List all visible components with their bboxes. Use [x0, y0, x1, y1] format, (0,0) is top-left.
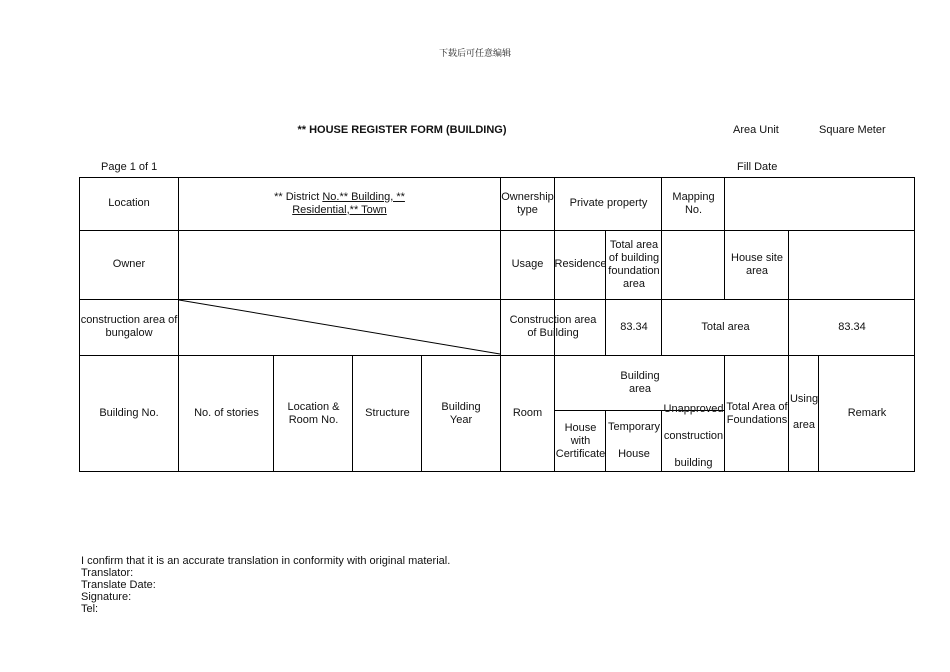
form-title: ** HOUSE REGISTER FORM (BUILDING): [297, 124, 507, 136]
location-value: [179, 177, 500, 230]
total-area-of-foundations-label: Total Area of Foundations: [726, 400, 788, 426]
fill-date-label: Fill Date: [737, 161, 778, 173]
owner-label: Owner: [112, 258, 146, 270]
using-line2: area: [792, 419, 816, 431]
using-line1: Using: [789, 393, 819, 405]
usage-label: Usage: [511, 258, 544, 270]
construction-area-bungalow-label: construction area of bungalow: [80, 314, 178, 339]
header-note: 下载后可任意编辑: [438, 49, 511, 59]
area-unit-value: Square Meter: [819, 124, 886, 136]
house-site-area-label: House site area: [731, 251, 783, 277]
translate-date-line: Translate Date:: [81, 579, 156, 591]
total-area-value: 83.34: [838, 320, 866, 333]
using-area-label: [789, 377, 819, 447]
unapproved-line1: Unapproved: [663, 402, 724, 415]
temporary-house-label: Temporary House: [608, 421, 660, 460]
tel-line: Tel:: [81, 603, 99, 615]
register-table: [79, 177, 915, 472]
building-no-label: Building No.: [99, 407, 159, 419]
building-year-label: Building Year: [441, 400, 481, 426]
ownership-value: Private property: [569, 197, 648, 209]
translation-footer: [81, 555, 450, 615]
construction-area-building-label: Construction area of Building: [509, 314, 597, 339]
page-info: Page 1 of 1: [101, 161, 158, 173]
location-value-underlined: No.** Building, **: [322, 190, 405, 203]
translator-line: Translator:: [81, 567, 134, 579]
location-room-no-label: Location & Room No.: [287, 400, 340, 426]
mapping-no-label: Mapping No.: [672, 190, 715, 216]
location-label: Location: [108, 197, 150, 209]
remark-label: Remark: [847, 407, 887, 419]
confirm-statement: I confirm that it is an accurate translation in conformity with original material.: [81, 555, 451, 567]
area-unit-label: Area Unit: [733, 124, 779, 136]
room-label: Room: [512, 407, 543, 419]
unapproved-line3: building: [674, 456, 713, 469]
unapproved-line2: construction: [663, 429, 724, 442]
unapproved-construction-label: [662, 400, 725, 472]
no-of-stories-label: No. of stories: [194, 407, 259, 419]
location-value-line2: Residential,** Town: [292, 203, 387, 216]
signature-line: Signature:: [81, 591, 132, 603]
ownership-type-label: Ownership type: [501, 190, 554, 216]
total-area-foundation-label: Total area of building foundation area: [608, 238, 660, 290]
building-area-label: Building area: [620, 369, 660, 395]
construction-area-value: 83.34: [620, 320, 648, 333]
location-value-plain: ** District: [274, 190, 323, 203]
usage-value: Residence: [554, 258, 607, 270]
total-area-label: Total area: [701, 320, 750, 333]
structure-label: Structure: [365, 407, 410, 419]
house-with-certificate-label: House with Certificate: [555, 421, 606, 460]
